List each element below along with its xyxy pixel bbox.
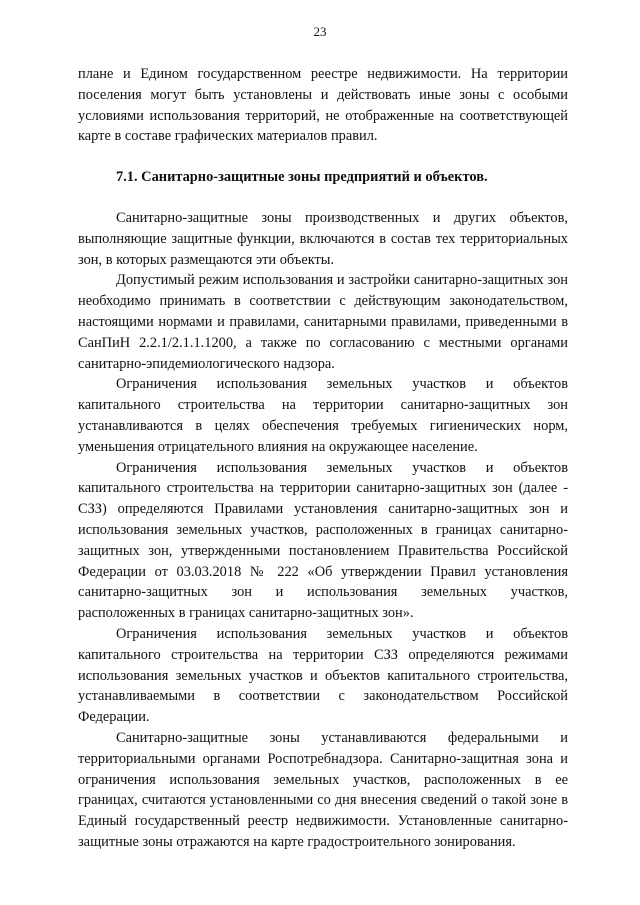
body-paragraph: Ограничения использования земельных участков и объектов капитального строительства на территории санитарно-защитных зон (далее - СЗЗ) определяются Правилами установления санитарно-защитных зон и использования земельных участков, расположенных в границах санитарно-защитных зон, утвержденными постановлением Правительства Российской Федерации от 03.03.2018 № 222 «Об утверждении Правил установления санитарно-защитных зон и использования земельных участков, расположенных в границах санитарно-защитных зон». — [78, 459, 568, 622]
intro-paragraph: плане и Едином государственном реестре недвижимости. На территории поселения могут быть установлены и действовать иные зоны с особыми условиями использования территорий, не отображенные на соответствующей карте в составе графических материалов правил. — [78, 66, 568, 145]
body-paragraph: Допустимый режим использования и застройки санитарно-защитных зон необходимо принимать в соответствии с действующим законодательством, настоящими нормами и правилами, санитарными правилами, приведенными в СанПиН 2.2.1/2.1.1.1200, а также по согласованию с местными органами санитарно-эпидемиологического надзора. — [78, 272, 568, 372]
body-paragraph: Ограничения использования земельных участков и объектов капитального строительства на территории СЗЗ определяются режимами использования земельных участков и объектов капитального строительства, устанавливаемыми в соответствии с законодательством Российской Федерации. — [78, 625, 568, 726]
spacer — [78, 147, 568, 167]
body-paragraph: Санитарно-защитные зоны устанавливаются федеральными и территориальными органами Роспотребнадзора. Санитарно-защитная зона и ограничения использования земельных участков, расположенных в ее границах, считаются установленными со дня внесения сведений о такой зоне в Единый государственный реестр недвижимости. Установленные санитарно-защитные зоны отражаются на карте градостроительного зонирования. — [78, 729, 568, 850]
spacer — [78, 188, 568, 208]
body-paragraph: Ограничения использования земельных участков и объектов капитального строительства на территории санитарно-защитных зон устанавливаются в целях обеспечения требуемых гигиенических норм, уменьшения отрицательного влияния на окружающее население. — [78, 376, 568, 455]
section-heading: 7.1. Санитарно-защитные зоны предприятий и объектов. — [116, 169, 488, 186]
page-number: 23 — [313, 24, 327, 39]
page-content — [78, 64, 568, 853]
body-paragraph: Санитарно-защитные зоны производственных и других объектов, выполняющие защитные функции, включаются в состав тех территориальных зон, в которых размещаются эти объекты. — [78, 209, 568, 268]
